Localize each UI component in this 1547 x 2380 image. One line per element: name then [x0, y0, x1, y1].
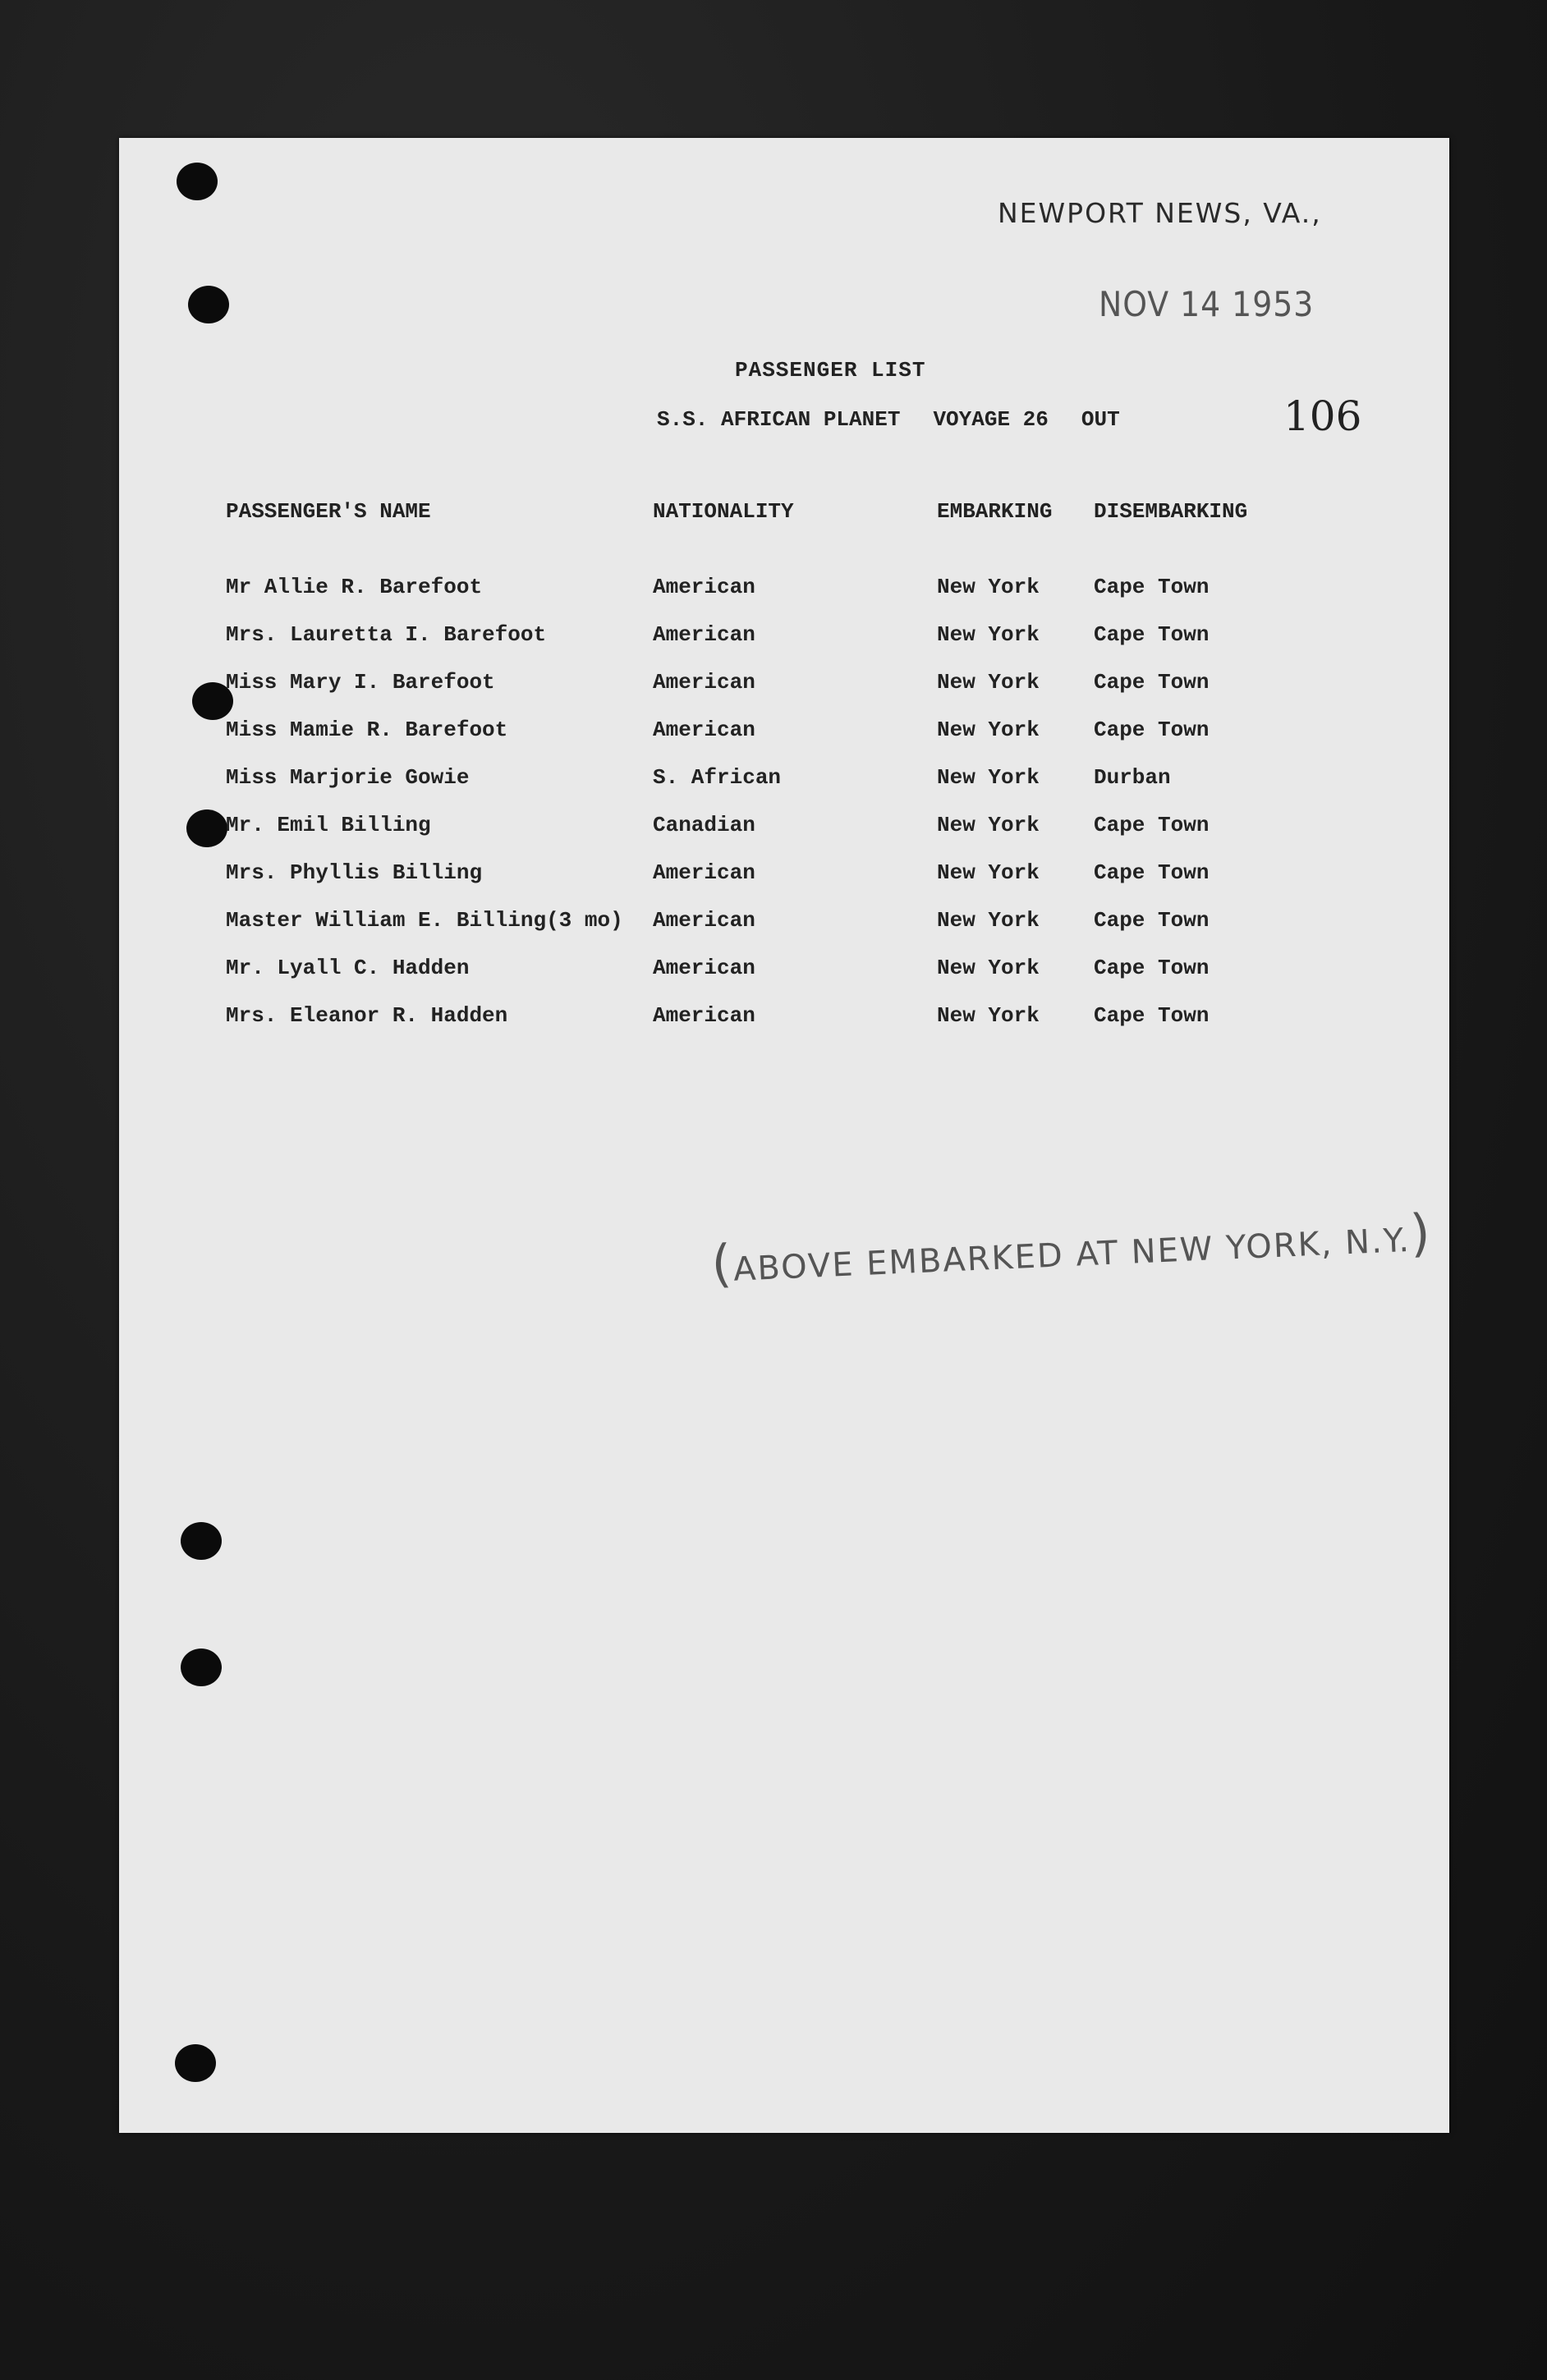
page-number: 106 [1283, 392, 1362, 440]
handwritten-open-paren: ( [710, 1232, 735, 1294]
punch-hole [181, 1649, 222, 1686]
passenger-embarking: New York [937, 575, 1040, 599]
passenger-embarking: New York [937, 718, 1040, 742]
voyage-direction: OUT [1081, 407, 1120, 432]
passenger-name: Miss Mary I. Barefoot [226, 670, 495, 695]
document-title: PASSENGER LIST [735, 358, 926, 383]
document-page [119, 138, 1449, 2133]
table-row [226, 860, 1375, 893]
table-row [226, 813, 1375, 846]
passenger-embarking: New York [937, 860, 1040, 885]
passenger-name: Miss Mamie R. Barefoot [226, 718, 508, 742]
passenger-disembarking: Cape Town [1094, 1003, 1210, 1028]
passenger-embarking: New York [937, 622, 1040, 647]
passenger-nationality: American [653, 718, 755, 742]
passenger-name: Mr. Lyall C. Hadden [226, 956, 470, 980]
passenger-embarking: New York [937, 908, 1040, 933]
table-row [226, 765, 1375, 798]
passenger-nationality: American [653, 1003, 755, 1028]
passenger-nationality: American [653, 860, 755, 885]
voyage-line [657, 407, 1153, 432]
column-header-disembarking: DISEMBARKING [1094, 499, 1248, 524]
passenger-nationality: American [653, 908, 755, 933]
table-row [226, 575, 1375, 608]
passenger-disembarking: Cape Town [1094, 813, 1210, 837]
passenger-disembarking: Cape Town [1094, 956, 1210, 980]
passenger-nationality: American [653, 956, 755, 980]
passenger-disembarking: Cape Town [1094, 575, 1210, 599]
handwritten-note-text: ABOVE EMBARKED AT NEW YORK, N.Y. [732, 1221, 1412, 1289]
table-row [226, 908, 1375, 941]
passenger-disembarking: Cape Town [1094, 908, 1210, 933]
passenger-name: Mr Allie R. Barefoot [226, 575, 483, 599]
table-row [226, 718, 1375, 750]
handwritten-note [710, 1203, 1433, 1294]
passenger-nationality: American [653, 670, 755, 695]
punch-hole [177, 163, 218, 200]
passenger-nationality: American [653, 575, 755, 599]
passenger-embarking: New York [937, 813, 1040, 837]
table-row [226, 1003, 1375, 1036]
passenger-name: Mrs. Phyllis Billing [226, 860, 483, 885]
punch-hole [186, 809, 227, 847]
passenger-disembarking: Cape Town [1094, 718, 1210, 742]
passenger-name: Master William E. Billing(3 mo) [226, 908, 623, 933]
passenger-disembarking: Cape Town [1094, 860, 1210, 885]
table-row [226, 670, 1375, 703]
table-row [226, 622, 1375, 655]
passenger-embarking: New York [937, 956, 1040, 980]
place-stamp: NEWPORT NEWS, VA., [998, 197, 1322, 229]
table-row [226, 956, 1375, 988]
table-header [226, 499, 1375, 532]
passenger-name: Mr. Emil Billing [226, 813, 431, 837]
column-header-embarking: EMBARKING [937, 499, 1053, 524]
date-stamp: NOV 14 1953 [1099, 284, 1315, 324]
passenger-nationality: S. African [653, 765, 782, 790]
punch-hole [181, 1522, 222, 1560]
passenger-embarking: New York [937, 670, 1040, 695]
passenger-name: Mrs. Lauretta I. Barefoot [226, 622, 547, 647]
voyage-number: VOYAGE 26 [933, 407, 1049, 432]
handwritten-close-paren: ) [1408, 1202, 1434, 1263]
column-header-nationality: NATIONALITY [653, 499, 794, 524]
passenger-nationality: Canadian [653, 813, 755, 837]
punch-hole [175, 2044, 216, 2082]
passenger-embarking: New York [937, 1003, 1040, 1028]
column-header-name: PASSENGER'S NAME [226, 499, 431, 524]
passenger-disembarking: Cape Town [1094, 622, 1210, 647]
passenger-disembarking: Durban [1094, 765, 1171, 790]
passenger-name: Mrs. Eleanor R. Hadden [226, 1003, 508, 1028]
passenger-embarking: New York [937, 765, 1040, 790]
passenger-disembarking: Cape Town [1094, 670, 1210, 695]
ship-name: S.S. AFRICAN PLANET [657, 407, 901, 432]
passenger-name: Miss Marjorie Gowie [226, 765, 470, 790]
passenger-nationality: American [653, 622, 755, 647]
punch-hole [188, 286, 229, 323]
